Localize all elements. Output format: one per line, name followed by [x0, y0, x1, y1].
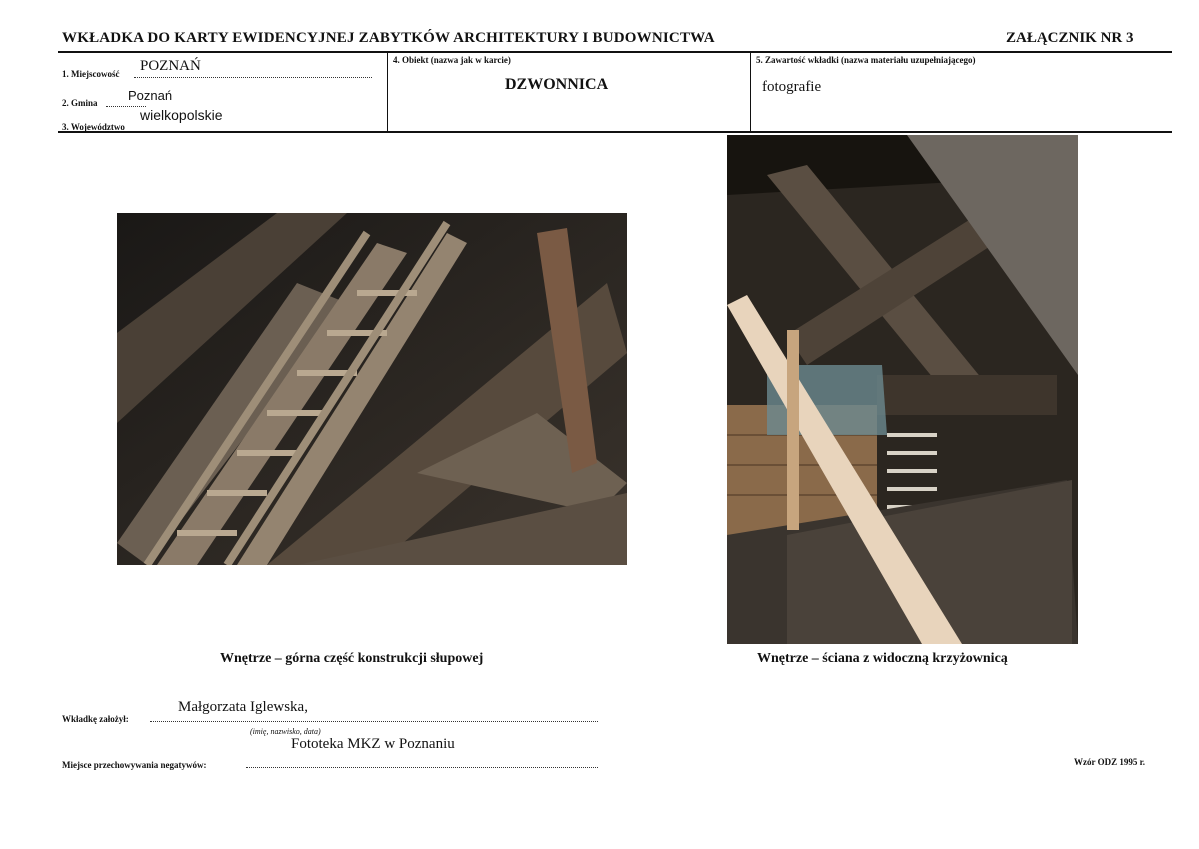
- obiekt-label: 4. Obiekt (nazwa jak w karcie): [393, 55, 511, 65]
- storage-value: Fototeka MKZ w Poznaniu: [291, 736, 455, 752]
- header-bottom-rule: [58, 131, 1172, 133]
- form-title: WKŁADKA DO KARTY EWIDENCYJNEJ ZABYTKÓW ARCHITEKTURY I BUDOWNICTWA: [62, 30, 715, 46]
- header-top-rule: [58, 51, 1172, 53]
- miejscowosc-value: POZNAŃ: [140, 58, 201, 74]
- author-dotted-line: [150, 721, 598, 722]
- photo-2-caption: Wnętrze – ściana z widoczną krzyżownicą: [757, 651, 1008, 666]
- photo-1-caption: Wnętrze – górna część konstrukcji słupowej: [220, 651, 484, 666]
- author-hint: (imię, nazwisko, data): [250, 727, 321, 736]
- zawartosc-value: fotografie: [762, 79, 822, 95]
- gmina-label: 2. Gmina: [62, 98, 98, 108]
- storage-label: Miejsce przechowywania negatywów:: [62, 760, 207, 770]
- gmina-value: Poznań: [128, 88, 173, 103]
- photo-cross-bracing-wall-image: [727, 135, 1078, 644]
- storage-dotted-line: [246, 767, 598, 768]
- author-label: Wkładkę założył:: [62, 714, 129, 724]
- photo-post-structure-image: [117, 213, 627, 565]
- column-divider-1: [387, 52, 388, 132]
- wojewodztwo-label: 3. Województwo: [62, 122, 125, 132]
- column-divider-2: [750, 52, 751, 132]
- wojewodztwo-value: wielkopolskie: [140, 107, 223, 123]
- photo-cross-bracing-wall: [727, 135, 1078, 644]
- photo-post-structure: [117, 213, 627, 565]
- form-version: Wzór ODZ 1995 r.: [1074, 757, 1145, 767]
- miejscowosc-dotted-line: [134, 77, 372, 78]
- annex-number: ZAŁĄCZNIK NR 3: [1006, 30, 1134, 46]
- obiekt-value: DZWONNICA: [505, 76, 609, 93]
- miejscowosc-label: 1. Miejscowość: [62, 69, 120, 79]
- zawartosc-label: 5. Zawartość wkładki (nazwa materiału uzupełniającego): [756, 55, 976, 65]
- author-value: Małgorzata Iglewska,: [178, 699, 308, 715]
